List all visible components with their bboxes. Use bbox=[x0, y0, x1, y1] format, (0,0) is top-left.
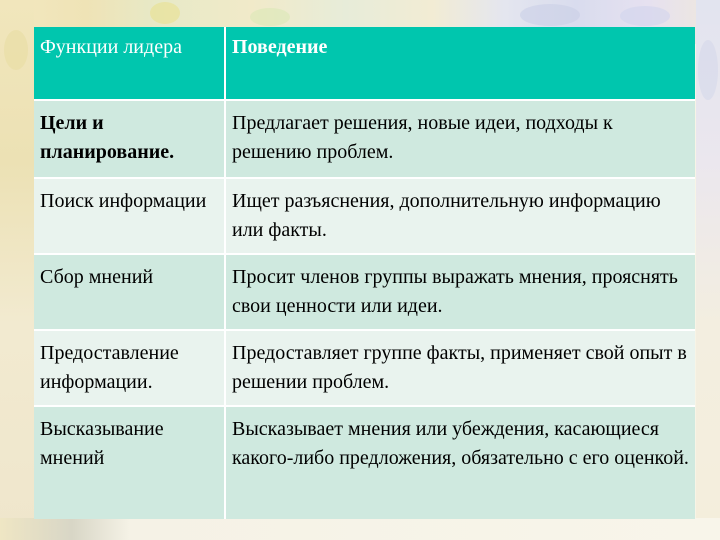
behavior-cell bbox=[225, 254, 695, 330]
function-cell bbox=[34, 178, 225, 254]
function-text: Поиск информации bbox=[40, 190, 207, 212]
function-text: Цели и планирование. bbox=[40, 112, 175, 163]
function-text: Высказывание мнений bbox=[40, 418, 164, 469]
behavior-text: Ищет разъяснения, дополнительную информацию или факты. bbox=[232, 190, 661, 241]
function-cell bbox=[34, 100, 225, 178]
table-row bbox=[34, 178, 695, 254]
decorative-flower bbox=[698, 40, 718, 100]
header-cell-functions bbox=[34, 27, 225, 100]
table-row bbox=[34, 406, 695, 519]
table-row bbox=[34, 100, 695, 178]
table-row bbox=[34, 254, 695, 330]
header-behavior-label: Поведение bbox=[232, 36, 328, 58]
header-cell-behavior bbox=[225, 27, 695, 100]
behavior-text: Просит членов группы выражать мнения, прояснять свои ценности или идеи. bbox=[232, 266, 678, 317]
decorative-flower bbox=[520, 4, 580, 26]
behavior-cell bbox=[225, 178, 695, 254]
background-decoration-bottom bbox=[0, 518, 720, 540]
behavior-cell bbox=[225, 330, 695, 406]
behavior-text: Предлагает решения, новые идеи, подходы к решению проблем. bbox=[232, 112, 613, 163]
function-cell bbox=[34, 254, 225, 330]
table-row bbox=[34, 330, 695, 406]
decorative-flower bbox=[620, 6, 670, 26]
function-text: Сбор мнений bbox=[40, 266, 154, 288]
decorative-flower bbox=[4, 30, 28, 70]
behavior-text: Высказывает мнения или убеждения, касающиеся какого-либо предложения, обязательно с его оценкой. bbox=[232, 418, 689, 469]
decorative-flower bbox=[150, 2, 180, 24]
behavior-cell bbox=[225, 100, 695, 178]
background-decoration-left bbox=[0, 0, 34, 540]
function-cell bbox=[34, 406, 225, 519]
function-cell bbox=[34, 330, 225, 406]
header-functions-label: Функции лидера bbox=[40, 36, 182, 58]
behavior-text: Предоставляет группе факты, применяет свой опыт в решении проблем. bbox=[232, 342, 687, 393]
behavior-cell bbox=[225, 406, 695, 519]
function-text: Предоставление информации. bbox=[40, 342, 179, 393]
decorative-flower bbox=[250, 8, 290, 26]
leader-functions-table bbox=[34, 27, 695, 519]
table-header-row bbox=[34, 27, 695, 100]
